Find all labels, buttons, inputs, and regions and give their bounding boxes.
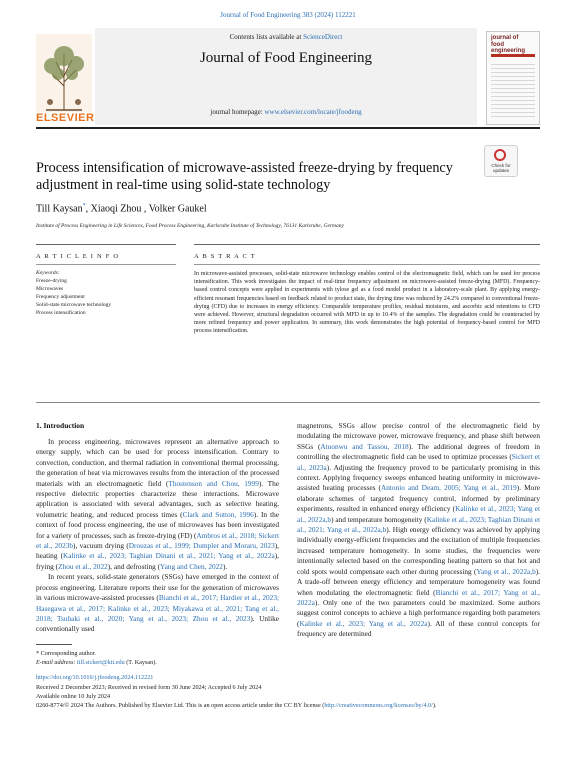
doi-link[interactable]: https://doi.org/10.1016/j.jfoodeng.2024.112221 (36, 674, 154, 681)
abstract-heading: A B S T R A C T (194, 253, 256, 260)
citation-link[interactable]: Kalinke et al., 2023; Taghian Dinani et al., 2021; Yang et al., 2022a (63, 551, 275, 561)
homepage-line (95, 108, 477, 116)
email-name: (T. Kaysan). (126, 659, 157, 666)
citation-link[interactable]: Bianchi et al., 2017; Yang et al., 2022a (297, 587, 540, 607)
email-label: E-mail address: (36, 659, 76, 666)
contents-prefix: Contents lists available at (229, 33, 302, 41)
title-line-1: Process intensification of microwave-assisted freeze-drying by frequency (36, 160, 453, 176)
license-link[interactable]: http://creativecommons.org/licenses/by/4.0/ (324, 702, 433, 709)
journal-reference-link[interactable]: Journal of Food Engineering 383 (2024) 112221 (220, 11, 356, 19)
citation-link[interactable]: Yang and Chen, 2022 (160, 561, 223, 571)
citation-link[interactable]: Kalinke et al., 2023; Yang et al., 2022a,b (297, 504, 540, 524)
check-for-updates-badge[interactable] (484, 145, 518, 177)
affiliation: Institute of Process Engineering in Life Sciences, Food Process Engineering, Karlsruhe Institute of Technology, 76131 Karlsruhe, Germany (36, 223, 344, 229)
footnote-rule (36, 644, 72, 645)
article-info-rule (36, 264, 176, 265)
cover-title-line-1: journal of (491, 35, 519, 41)
keyword-item: Solid-state microwave technology (36, 302, 112, 308)
badge-label (485, 163, 517, 173)
cover-title-line-2: food (491, 41, 504, 48)
citation-link[interactable]: Antonio and Deam, 2005; Yang et al., 2019 (380, 483, 517, 493)
refresh-icon (494, 149, 506, 161)
cover-accent-bar (491, 54, 535, 57)
email-link[interactable]: till.sickert@kit.edu (77, 659, 125, 666)
keywords-label: Keywords: (36, 270, 60, 276)
right-column (297, 421, 540, 640)
title-line-2: adjustment in real-time using solid-state technology (36, 177, 331, 193)
cover-title (491, 35, 535, 55)
intro-paragraph-continued: magnetrons, SSGs allow precise control of the electromagnetic field by modulating the microwave power, microwave frequency, and phase shift between SSGs (Atuonwu and Tassou, 2018). The additional degrees of freedom in controlling the electromagnetic field can be used to optimize processes (Sickert et al., 2023a). Adjusting the frequency proved to be particularly promising in this context. Applying frequency sweeps enhanced heating uniformity in microwave-assisted heating processes (Antonio and Deam, 2005; Yang et al., 2019). More elaborate schemes of targeted frequency control, informed by preliminary experiments, resulted in enhanced energy efficiency (Kalinke et al., 2023; Yang et al., 2022a,b) and temperature homogeneity (Kalinke et al., 2023; Taghian Dinani et al., 2021; Yang et al., 2022a,b). High energy efficiency was achieved by applying individually energy-efficient frequencies and the excitation of multiple frequencies increased temperature homogeneity. In some studies, the frequencies were intentionally selected based on the corresponding heating pattern so that hot and cold spots would compensate each other during processing (Yang et al., 2022a,b). A trade-off between energy efficiency and temperature homogeneity was found when modulating the electromagnetic field (Bianchi et al., 2017; Yang et al., 2022a). Only one of the two parameters could be maximized. Some authors suggest control concepts to achieve a high performance regarding both parameters (Kalinke et al., 2023; Yang et al., 2022a). All of these control concepts for frequency are determined (297, 421, 541, 639)
keyword-item: Process intensification (36, 310, 86, 316)
citation-link[interactable]: Clark and Sutton, 1996 (182, 509, 254, 519)
contents-line (95, 33, 477, 41)
badge-line-2: updates (492, 168, 509, 173)
citation-link[interactable]: Bianchi et al., 2017; Hardier et al., 2023; Hasegawa et al., 2017; Kalinke et al., 2023; Miyakawa et al., 2021; Tang et al., 2018; Tsubaki et al., 2020; Yang et al., 2023; Zhou et al., 2023 (36, 593, 280, 623)
doi-line (36, 674, 153, 681)
citation-link[interactable]: Sickert et al., 2023a (297, 452, 540, 472)
citation-link[interactable]: Drouzas et al., 1999; Dumpler and Moraru, 2023 (128, 541, 275, 551)
corresponding-author-note: * Corresponding author. (36, 650, 96, 657)
keyword-item: Frequency adjustment (36, 294, 85, 300)
citation-link[interactable]: Kalinke et al., 2023; Yang et al., 2022a (299, 618, 428, 628)
author-1[interactable]: Till Kaysan (36, 203, 83, 215)
elsevier-tree-logo (36, 34, 92, 114)
cover-decoration (491, 64, 535, 120)
citation-link[interactable]: Thostenson and Chou, 1999 (168, 478, 259, 488)
left-column (36, 437, 279, 635)
available-online: Available online 10 July 2024 (36, 693, 111, 700)
received-dates: Received 2 December 2023; Received in revised form 30 June 2024; Accepted 6 July 2024 (36, 684, 262, 691)
email-note (36, 659, 157, 666)
citation-link[interactable]: Yang et al., 2022a,b (476, 566, 536, 576)
header-rule (36, 127, 540, 129)
corresponding-author-marker[interactable]: * (82, 203, 86, 209)
sciencedirect-link[interactable]: ScienceDirect (303, 33, 343, 41)
abstract-bottom-rule (36, 402, 540, 403)
citation-link[interactable]: Ambros et al., 2018; Sickert et al., 2023b (36, 530, 279, 551)
abstract-rule (194, 264, 540, 265)
keyword-item: Microwaves (36, 286, 64, 292)
abstract-rule-top (194, 244, 540, 245)
keyword-item: Freeze-drying (36, 278, 67, 284)
license-line: 0260-8774/© 2024 The Authors. Published by Elsevier Ltd. This is an open access article under the CC BY license (http://creativecommons.org/licenses/by/4.0/). (36, 702, 437, 709)
citation-link[interactable]: Kalinke et al., 2023; Taghian Dinani et al., 2021; Yang et al., 2022a,b (297, 514, 540, 535)
article-info-heading: A R T I C L E I N F O (36, 253, 120, 260)
homepage-link[interactable]: www.elsevier.com/locate/jfoodeng (264, 108, 362, 116)
journal-cover-thumbnail (486, 31, 540, 125)
cover-title-line-3: engineering (491, 48, 526, 54)
citation-link[interactable]: Atuonwu and Tassou, 2018 (320, 441, 409, 451)
citation-link[interactable]: Zhou et al., 2022 (58, 561, 108, 571)
publisher-wordmark: ELSEVIER (36, 112, 95, 124)
badge-line-1: Check for (491, 163, 511, 168)
homepage-prefix: journal homepage: (210, 108, 263, 116)
article-title (36, 160, 476, 194)
section-heading-introduction: 1. Introduction (36, 421, 85, 430)
other-authors: , Xiaoqi Zhou , Volker Gaukel (85, 203, 207, 215)
author-list (36, 203, 207, 214)
intro-paragraph-2: In recent years, solid-state generators (SSGs) have emerged in the context of process engineering. Literature reports their use for the generation of microwaves in various microwave-assisted processes (Bianchi et al., 2017; Hardier et al., 2023; Hasegawa et al., 2017; Kalinke et al., 2023; Miyakawa et al., 2021; Tang et al., 2018; Tsubaki et al., 2020; Yang et al., 2023; Zhou et al., 2023). Unlike conventionally used (36, 572, 280, 634)
intro-paragraph-1: In process engineering, microwaves represent an alternative approach to energy supply, which can be used for process intensification. Contrary to convection, conduction, and thermal radiation in conventional thermal processing, the generation of heat via microwaves results from the interaction of the processed materials with an electromagnetic field (Thostenson and Chou, 1999). The respective dielectric properties characterize these interactions. Microwave application is associated with several advantages, such as selective heating, volumetric heating, and reduced process times (Clark and Sutton, 1996). In the context of food process engineering, the use of microwaves has been investigated for a variety of processes, such as freeze-drying (FD) (Ambros et al., 2018; Sickert et al., 2023b), vacuum drying (Drouzas et al., 1999; Dumpler and Moraru, 2023), heating (Kalinke et al., 2023; Taghian Dinani et al., 2021; Yang et al., 2022a), frying (Zhou et al., 2022), and defrosting (Yang and Chen, 2022). (36, 437, 279, 571)
journal-title: Journal of Food Engineering (199, 50, 373, 66)
abstract-text: In microwave-assisted processes, solid-state microwave technology enables control of the electromagnetic field, which can be used for process intensification. This work investigates the impact of real-time frequency adjustment on microwave-assisted freeze-drying (MFD). Frequency-based control concepts were applied in experiments with tylose gel as a food model product in a laboratory-scale plant. By applying energy-efficient resonant frequencies based on feedback related to product state, the drying time was reduced by 24.2% compared to conventional freeze-drying (CFD) due to increases in energy efficiency. Comparable temperature profiles, residual moistures, and ascorbic acid retentions to CFD were achieved. However, structural degradation occurred with MFD in up to 10.4% of the samples. The degradation could be counteracted by more refined frequency and power application. In summary, this work demonstrates the high potential of frequency-based control for MFD process intensification. (194, 271, 540, 335)
article-info-rule-top (36, 244, 176, 245)
